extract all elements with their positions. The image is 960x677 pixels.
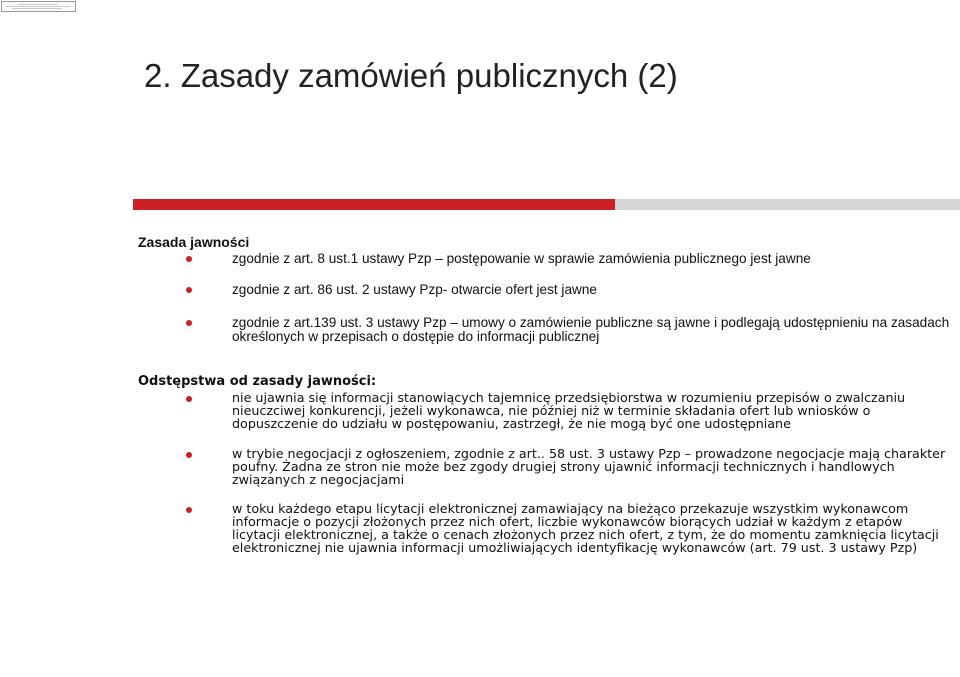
list-item: w toku każdego etapu licytacji elektronicznej zamawiający na bieżąco przekazuje wszystkim wykonawcom informacje o pozycji złożonych przez nich ofert, liczbie wykonawców biorących udział w każdym z etapów licytacji elektronicznej, a także o cenach złożonych przez nich ofert, z tym, że do momentu zamknięcia licytacji elektronicznej nie ujawnia informacji umożliwiających identyfikację wykonawców (art. 79 ust. 3 ustawy Pzp) [232, 501, 939, 555]
list-item: w trybie negocjacji z ogłoszeniem, zgodnie z art.. 58 ust. 3 ustawy Pzp – prowadzone negocjacje mają charakter poufny. Żadna ze stron nie może bez zgody drugiej strony ujawnić informacji technicznych i handlowych związanych z negocjacjami [232, 446, 946, 487]
slide-title: 2. Zasady zamówień publicznych (2) [144, 57, 678, 94]
bullet-icon [186, 396, 192, 402]
list-item: zgodnie z art. 8 ust.1 ustawy Pzp – postępowanie w sprawie zamówienia publicznego jest jawne [232, 251, 811, 266]
list-item: nie ujawnia się informacji stanowiących tajemnicę przedsiębiorstwa w rozumieniu przepisów o zwalczaniu nieuczciwej konkurencji, jeżeli wykonawca, nie później niż w terminie składania ofert lub wniosków o dopuszczenie do udziału w postępowaniu, zastrzegł, że nie mogą być one udostępniane [232, 390, 906, 431]
bullet-icon [186, 256, 192, 262]
section-heading: Zasada jawności [138, 234, 250, 250]
list-item: zgodnie z art. 86 ust. 2 ustawy Pzp- otwarcie ofert jest jawne [232, 282, 597, 297]
bullet-icon [186, 287, 192, 293]
watermark-stamp [1, 1, 76, 12]
bullet-icon [186, 320, 192, 326]
bullet-icon [186, 507, 192, 513]
section-heading: Odstępstwa od zasady jawności: [138, 374, 377, 389]
bullet-icon [186, 452, 192, 458]
title-divider-accent [133, 199, 615, 210]
list-item: zgodnie z art.139 ust. 3 ustawy Pzp – umowy o zamówienie publiczne są jawne i podlegają udostępnieniu na zasadach określonych w przepisach o dostępie do informacji publicznej [232, 315, 950, 344]
